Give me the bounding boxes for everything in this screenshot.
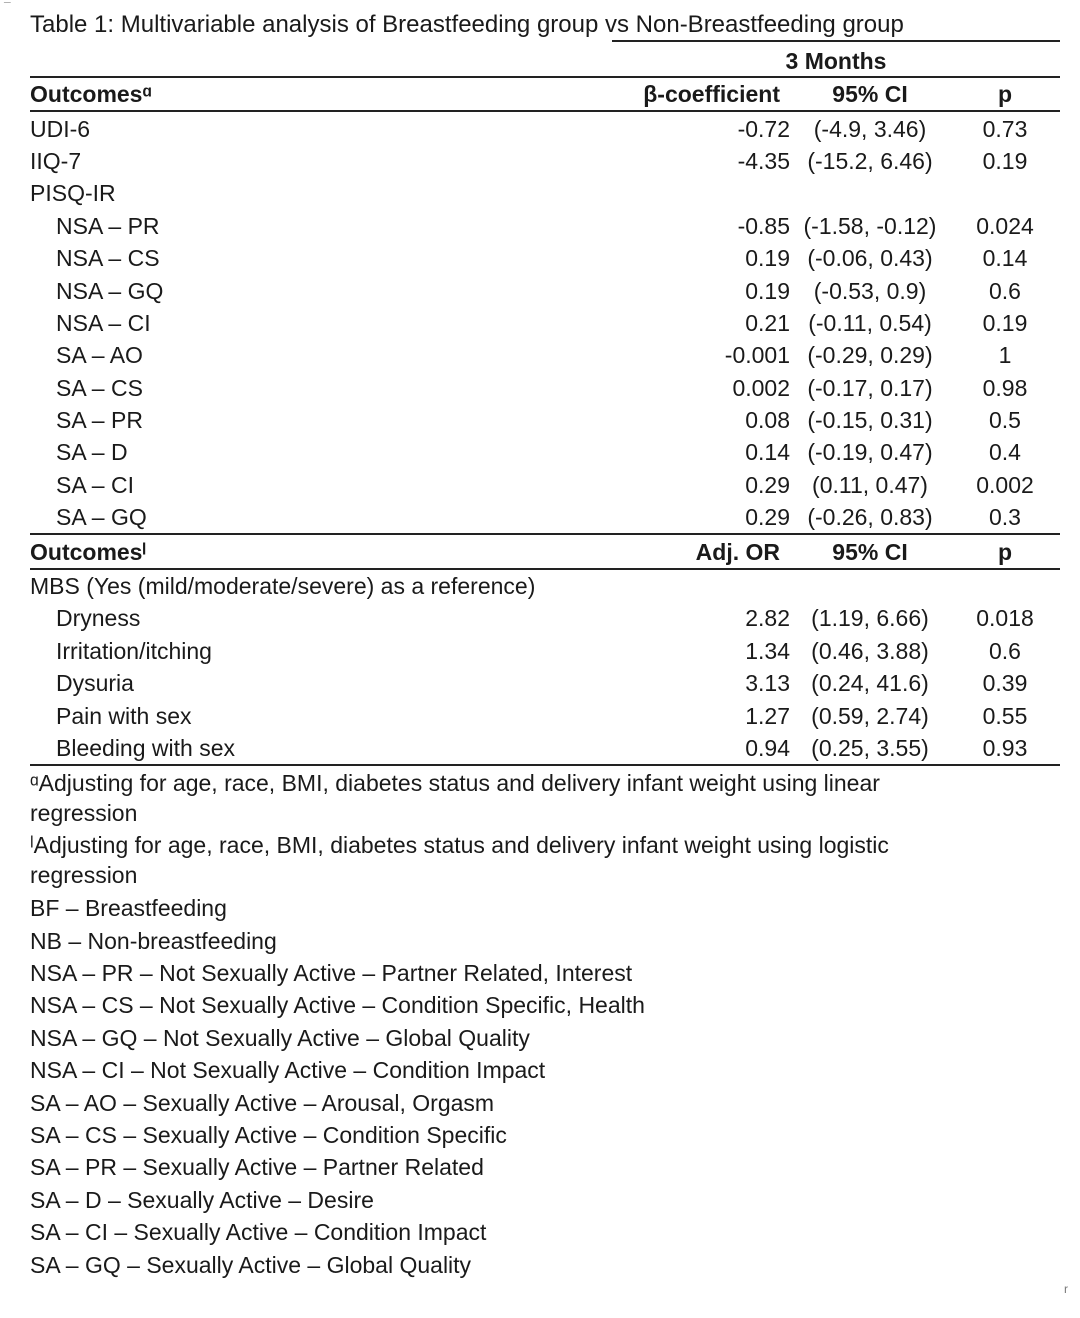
table-row xyxy=(30,469,1060,501)
row-label: NSA – GQ xyxy=(56,277,164,304)
row-label: Bleeding with sex xyxy=(30,732,612,765)
column-header-outcomes: Outcomesˡ xyxy=(30,534,612,568)
column-header-p: p xyxy=(950,77,1060,111)
row-ci xyxy=(790,569,950,602)
top-rule xyxy=(612,40,1060,42)
row-ci: (0.46, 3.88) xyxy=(811,637,929,664)
row-ci: (-0.15, 0.31) xyxy=(807,407,933,434)
row-label: IIQ-7 xyxy=(30,147,82,174)
row-ci: (-1.58, -0.12) xyxy=(803,212,937,239)
row-estimate: 3.13 xyxy=(745,670,790,697)
row-p-value: 0.55 xyxy=(982,702,1028,729)
table-row xyxy=(30,436,1060,468)
row-estimate: 0.14 xyxy=(745,439,790,466)
column-header-ci: 95% CI xyxy=(790,77,950,111)
row-estimate xyxy=(612,177,790,209)
table-row xyxy=(30,242,1060,274)
row-label: Dysuria xyxy=(56,670,134,697)
row-label: Irritation/itching xyxy=(56,637,212,664)
row-estimate: 0.19 xyxy=(745,245,790,272)
row-estimate: 0.94 xyxy=(612,732,790,765)
row-estimate: -0.85 xyxy=(737,212,790,239)
column-header-outcomes: Outcomesᵅ xyxy=(30,77,612,111)
row-label: SA – PR xyxy=(56,407,143,434)
row-estimate: -0.001 xyxy=(724,342,790,369)
row-p-value: 0.39 xyxy=(982,670,1028,697)
row-p-value xyxy=(950,177,1060,209)
row-ci xyxy=(790,177,950,209)
row-p-value: 0.98 xyxy=(982,374,1028,401)
row-ci: (0.25, 3.55) xyxy=(790,732,950,765)
abbreviation-item: NB – Non-breastfeeding xyxy=(30,927,277,954)
row-estimate: 2.82 xyxy=(745,605,790,632)
row-label: SA – CS xyxy=(56,374,143,401)
row-label: SA – D xyxy=(56,439,128,466)
row-p-value: 0.6 xyxy=(989,637,1021,664)
row-p-value: 0.024 xyxy=(976,212,1034,239)
row-ci: (-0.11, 0.54) xyxy=(808,309,932,336)
row-p-value: 0.19 xyxy=(982,309,1028,336)
row-estimate: 0.08 xyxy=(745,407,790,434)
row-label: SA – CI xyxy=(56,471,134,498)
table-row xyxy=(30,339,1060,371)
table-caption: Table 1: Multivariable analysis of Breastfeeding group vs Non-Breastfeeding group xyxy=(30,11,904,38)
results-table xyxy=(30,76,1060,766)
row-estimate: 1.34 xyxy=(745,637,790,664)
table-row xyxy=(30,732,1060,765)
abbreviation-list xyxy=(30,892,1060,1281)
row-p-value: 0.5 xyxy=(989,407,1021,434)
row-estimate: 0.002 xyxy=(732,374,790,401)
row-label: PISQ-IR xyxy=(30,180,116,207)
row-ci: (-15.2, 6.46) xyxy=(807,147,933,174)
abbreviation-item: SA – GQ – Sexually Active – Global Quality xyxy=(30,1251,472,1278)
row-p-value: 0.6 xyxy=(989,277,1021,304)
table-row xyxy=(30,602,1060,634)
column-header-p: p xyxy=(950,534,1060,568)
row-p-value: 0.93 xyxy=(950,732,1060,765)
column-header-ci: 95% CI xyxy=(790,534,950,568)
row-estimate: 0.29 xyxy=(745,471,790,498)
row-label: NSA – CS xyxy=(56,245,160,272)
table-row xyxy=(30,569,1060,602)
row-label: NSA – CI xyxy=(56,309,151,336)
abbreviation-item: SA – CI – Sexually Active – Condition Impact xyxy=(30,1219,487,1246)
table-row xyxy=(30,372,1060,404)
table-notes xyxy=(30,768,1060,1281)
corner-mark: ¯ xyxy=(4,0,11,14)
row-p-value: 0.19 xyxy=(982,147,1028,174)
row-label: NSA – PR xyxy=(56,212,160,239)
row-ci: (0.24, 41.6) xyxy=(811,670,929,697)
row-estimate xyxy=(612,569,790,602)
row-p-value: 0.018 xyxy=(976,605,1034,632)
row-label: UDI-6 xyxy=(30,115,91,142)
abbreviation-item: SA – D – Sexually Active – Desire xyxy=(30,1186,374,1213)
row-ci: (-0.29, 0.29) xyxy=(807,342,933,369)
row-ci: (-0.19, 0.47) xyxy=(807,439,933,466)
row-estimate: 0.29 xyxy=(612,501,790,534)
row-ci: (-0.53, 0.9) xyxy=(813,277,927,304)
abbreviation-item: NSA – PR – Not Sexually Active – Partner Related, Interest xyxy=(30,960,633,987)
row-p-value: 0.002 xyxy=(976,471,1034,498)
row-p-value: 1 xyxy=(998,342,1012,369)
row-estimate: 0.21 xyxy=(745,309,790,336)
row-ci: (-0.26, 0.83) xyxy=(790,501,950,534)
table-row xyxy=(30,145,1060,177)
row-label: SA – AO xyxy=(56,342,143,369)
row-p-value xyxy=(950,569,1060,602)
column-header-beta: β-coefficient xyxy=(612,77,790,111)
footnote-linear: ᵅAdjusting for age, race, BMI, diabetes status and delivery infant weight using linear regression xyxy=(30,770,880,827)
abbreviation-item: NSA – CI – Not Sexually Active – Condition Impact xyxy=(30,1057,546,1084)
row-ci: (-0.17, 0.17) xyxy=(807,374,933,401)
corner-mark: r xyxy=(1064,1282,1068,1296)
row-ci: (-0.06, 0.43) xyxy=(807,245,933,272)
section2-header-row xyxy=(30,534,1060,568)
span-header xyxy=(30,40,1060,76)
row-label: Pain with sex xyxy=(56,702,192,729)
table-row xyxy=(30,699,1060,731)
column-header-adj-or: Adj. OR xyxy=(612,534,790,568)
row-p-value: 0.3 xyxy=(950,501,1060,534)
table-row xyxy=(30,501,1060,534)
table-row xyxy=(30,404,1060,436)
row-label: Dryness xyxy=(56,605,141,632)
row-p-value: 0.4 xyxy=(989,439,1021,466)
row-estimate: 1.27 xyxy=(745,702,790,729)
row-ci: (-4.9, 3.46) xyxy=(813,115,927,142)
table-row xyxy=(30,111,1060,144)
row-estimate: -4.35 xyxy=(737,147,790,174)
table-document xyxy=(30,10,1060,1281)
abbreviation-item: SA – CS – Sexually Active – Condition Specific xyxy=(30,1122,507,1149)
abbreviation-item: NSA – CS – Not Sexually Active – Condition Specific, Health xyxy=(30,992,645,1019)
row-label: SA – GQ xyxy=(30,501,612,534)
abbreviation-item: NSA – GQ – Not Sexually Active – Global Quality xyxy=(30,1024,530,1051)
row-p-value: 0.14 xyxy=(982,245,1028,272)
table-row xyxy=(30,274,1060,306)
row-p-value: 0.73 xyxy=(982,115,1028,142)
table-row xyxy=(30,635,1060,667)
section1-header-row xyxy=(30,77,1060,111)
row-ci: (0.59, 2.74) xyxy=(811,702,929,729)
table-row xyxy=(30,667,1060,699)
footnote-logistic: ˡAdjusting for age, race, BMI, diabetes status and delivery infant weight using logistic regression xyxy=(30,832,889,889)
row-ci: (1.19, 6.66) xyxy=(811,605,929,632)
results-table-body xyxy=(30,77,1060,765)
table-row xyxy=(30,210,1060,242)
table-row xyxy=(30,307,1060,339)
abbreviation-item: SA – PR – Sexually Active – Partner Related xyxy=(30,1154,484,1181)
row-label: MBS (Yes (mild/moderate/severe) as a reference) xyxy=(30,573,536,600)
abbreviation-item: BF – Breastfeeding xyxy=(30,895,227,922)
row-estimate: 0.19 xyxy=(745,277,790,304)
abbreviation-item: SA – AO – Sexually Active – Arousal, Orgasm xyxy=(30,1089,495,1116)
row-ci: (0.11, 0.47) xyxy=(812,471,928,498)
row-estimate: -0.72 xyxy=(737,115,790,142)
table-row xyxy=(30,177,1060,209)
span-header-label: 3 Months xyxy=(785,48,887,74)
